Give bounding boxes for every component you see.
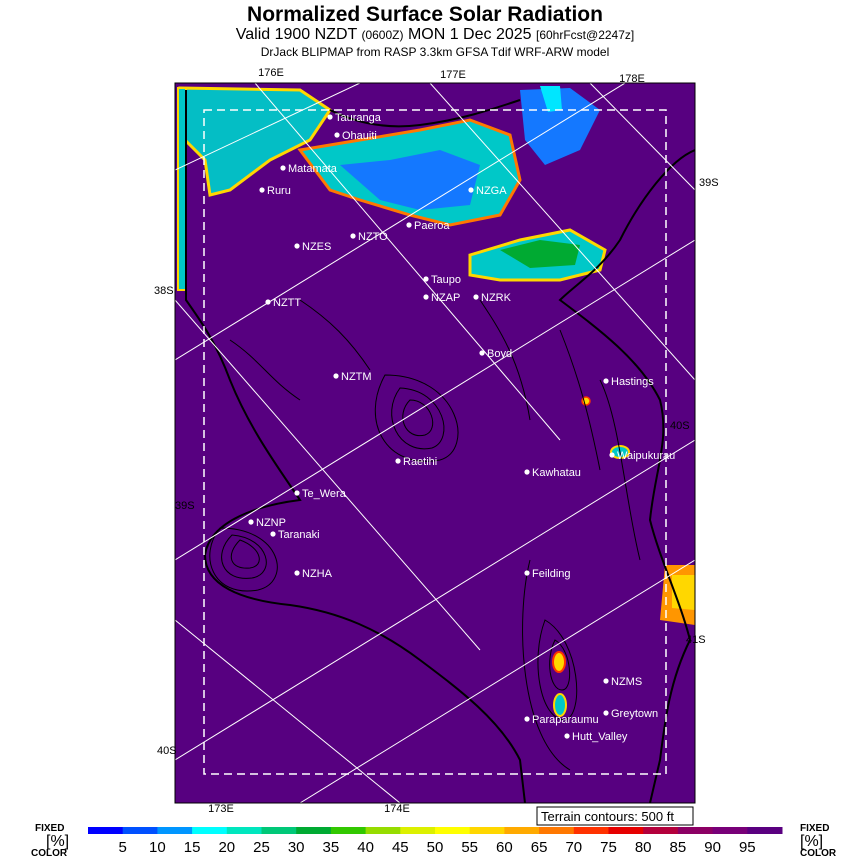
city-label: Taranaki — [278, 529, 320, 541]
city-dot — [603, 710, 608, 715]
colorbar-swatch — [157, 827, 192, 834]
city-dot — [280, 165, 285, 170]
colorbar-tick-label: 5 — [118, 839, 127, 856]
city-dot — [524, 716, 529, 721]
colorbar-tick-label: 90 — [704, 839, 721, 856]
colorbar-color-right: COLOR — [800, 848, 837, 859]
lat-label-39s-east: 39S — [699, 177, 719, 189]
city-label: NZGA — [476, 185, 507, 197]
city-dot — [395, 458, 400, 463]
colorbar-tick-label: 95 — [738, 839, 756, 856]
city-taranaki — [270, 529, 319, 541]
colorbar-tick-label: 60 — [496, 839, 513, 856]
city-label: NZMS — [611, 676, 643, 688]
colorbar-tick-label: 45 — [391, 839, 409, 856]
city-label: Waipukurau — [617, 450, 676, 462]
lat-label-38s: 38S — [154, 285, 174, 297]
city-dot — [294, 490, 299, 495]
colorbar-tick-label: 55 — [461, 839, 479, 856]
colorbar-tick-label: 40 — [357, 839, 374, 856]
city-feilding — [524, 568, 570, 580]
colorbar-swatch — [435, 827, 470, 834]
colorbar-swatch — [331, 827, 366, 834]
city-label: Hutt_Valley — [572, 731, 628, 743]
city-paraparaumu — [524, 714, 598, 726]
city-hutt_valley — [564, 731, 628, 743]
city-label: NZTT — [273, 297, 302, 309]
valid-time-utc: (0600Z) — [361, 28, 404, 42]
city-label: Boyd — [487, 348, 513, 360]
city-label: Ruru — [267, 185, 291, 197]
colorbar-swatch — [643, 827, 678, 834]
colorbar-tick-label: 20 — [218, 839, 236, 856]
city-label: Hastings — [611, 376, 654, 388]
colorbar-swatch — [504, 827, 539, 834]
lat-label-40s-east: 40S — [670, 420, 690, 432]
city-label: Ohauiti — [342, 130, 377, 142]
city-greytown — [603, 708, 658, 720]
city-dot — [270, 531, 275, 536]
colorbar-swatch — [262, 827, 297, 834]
city-matamata — [280, 163, 337, 175]
terrain-note: Terrain contours: 500 ft — [541, 809, 674, 824]
city-label: Tauranga — [335, 112, 381, 124]
valid-date: MON 1 Dec 2025 — [407, 26, 532, 43]
colorbar-swatch — [609, 827, 644, 834]
lon-label-176e: 176E — [258, 67, 284, 79]
city-dot — [334, 132, 339, 137]
lat-label-39s-west: 39S — [175, 500, 195, 512]
city-dot — [423, 294, 428, 299]
city-dot — [333, 373, 338, 378]
colorbar-swatch — [470, 827, 505, 834]
city-dot — [603, 678, 608, 683]
colorbar-fixed-right: FIXED — [800, 823, 830, 834]
city-dot — [479, 350, 484, 355]
city-label: Raetihi — [403, 456, 438, 468]
city-label: NZTO — [358, 231, 388, 243]
city-dot — [473, 294, 478, 299]
lon-label-173e: 173E — [208, 803, 234, 815]
city-dot — [248, 519, 253, 524]
colorbar-swatch — [747, 827, 782, 834]
city-kawhatau — [524, 467, 581, 479]
colorbar-swatch — [574, 827, 609, 834]
city-label: Kawhatau — [532, 467, 581, 479]
colorbar-swatch — [678, 827, 713, 834]
lat-label-41s: 41S — [686, 634, 706, 646]
city-label: NZES — [302, 241, 332, 253]
colorbar-tick-label: 75 — [600, 839, 617, 856]
city-label: NZNP — [256, 517, 286, 529]
colorbar-swatch — [539, 827, 574, 834]
city-label: Feilding — [532, 568, 571, 580]
city-dot — [265, 299, 270, 304]
colorbar — [88, 827, 783, 856]
city-hastings — [603, 376, 654, 388]
colorbar-tick-label: 85 — [669, 839, 687, 856]
colorbar-swatch — [366, 827, 401, 834]
colorbar-tick-label: 70 — [565, 839, 583, 856]
city-label: Paraparaumu — [532, 714, 599, 726]
lon-label-178e: 178E — [619, 73, 645, 85]
city-tauranga — [327, 112, 381, 124]
colorbar-swatch — [88, 827, 123, 834]
city-dot — [350, 233, 355, 238]
city-label: Te_Wera — [302, 488, 346, 500]
city-label: Paeroa — [414, 220, 450, 232]
lat-label-40s-west: 40S — [157, 745, 177, 757]
colorbar-tick-label: 25 — [253, 839, 270, 856]
lon-label-174e: 174E — [384, 803, 410, 815]
city-waipukurau — [609, 450, 675, 462]
city-dot — [259, 187, 264, 192]
lon-label-177e: 177E — [440, 69, 466, 81]
colorbar-fixed-left: FIXED — [35, 823, 65, 834]
city-dot — [609, 452, 614, 457]
city-te_wera — [294, 488, 346, 500]
valid-time: Valid 1900 NZDT — [235, 26, 357, 43]
colorbar-pct-left: [%] — [46, 833, 70, 850]
model-info: DrJack BLIPMAP from RASP 3.3km GFSA Tdif WRF-ARW model — [260, 45, 610, 59]
city-label: Matamata — [288, 163, 337, 175]
city-dot — [294, 243, 299, 248]
city-label: Taupo — [431, 274, 461, 286]
city-dot — [294, 570, 299, 575]
city-label: Greytown — [611, 708, 659, 720]
colorbar-tick-label: 50 — [426, 839, 444, 856]
colorbar-swatch — [192, 827, 227, 834]
chart-title: Normalized Surface Solar Radiation — [247, 3, 603, 26]
city-dot — [524, 570, 529, 575]
city-dot — [327, 114, 332, 119]
city-dot — [524, 469, 529, 474]
city-label: NZRK — [481, 292, 511, 304]
colorbar-tick-label: 10 — [149, 839, 166, 856]
city-dot — [603, 378, 608, 383]
colorbar-swatch — [400, 827, 435, 834]
colorbar-pct-right: [%] — [800, 833, 824, 850]
colorbar-tick-label: 80 — [634, 839, 652, 856]
colorbar-swatch — [227, 827, 262, 834]
colorbar-tick-label: 35 — [322, 839, 340, 856]
city-dot — [423, 276, 428, 281]
colorbar-swatch — [296, 827, 331, 834]
colorbar-tick-label: 30 — [287, 839, 305, 856]
city-label: NZHA — [302, 568, 332, 580]
colorbar-swatch — [713, 827, 748, 834]
city-label: NZAP — [431, 292, 461, 304]
colorbar-tick-label: 15 — [183, 839, 201, 856]
forecast-info: [60hrFcst@2247z] — [536, 28, 635, 42]
city-label: NZTM — [341, 371, 372, 383]
city-dot — [468, 187, 473, 192]
city-dot — [564, 733, 569, 738]
colorbar-color-left: COLOR — [31, 848, 68, 859]
city-dot — [406, 222, 411, 227]
colorbar-swatch — [123, 827, 158, 834]
colorbar-tick-label: 65 — [530, 839, 548, 856]
